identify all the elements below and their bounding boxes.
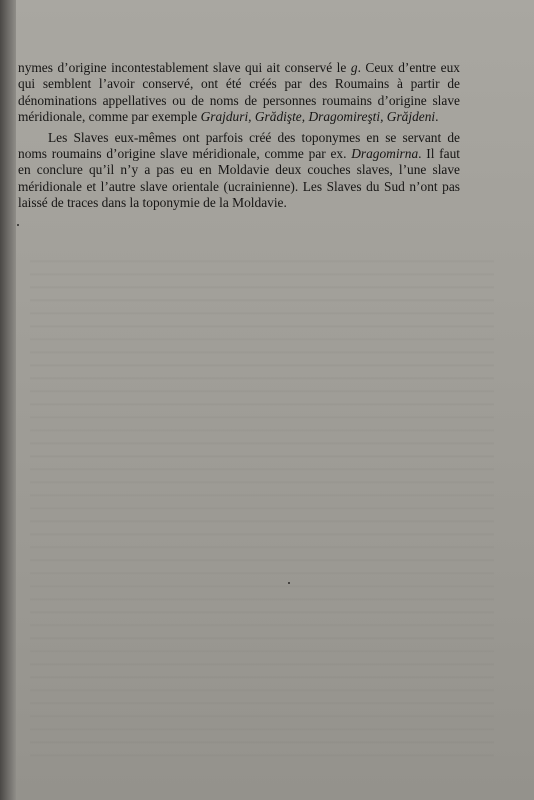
show-through-texture xyxy=(30,250,494,760)
ink-speck xyxy=(288,582,290,584)
example-toponyms: Grajduri, Grădişte, Dragomireşti, Grăjdeni xyxy=(200,109,436,125)
example-dragomirna: Dragomirna xyxy=(351,146,419,162)
binding-shadow xyxy=(0,0,16,800)
ink-speck xyxy=(17,224,19,226)
letter-g: g xyxy=(350,60,358,75)
paragraph-2: Les Slaves eux-mêmes ont parfois créé des toponymes en se servant de noms roumains d’origine slave méridionale, comme par ex. Dragomirna. Il faut en conclure qu’il n’y a pas eu en Moldavie deux couches slaves, l’une slave méridionale et l’autre slave orientale (ucrainienne). Les Slaves du Sud n’ont pas laissé de traces dans la toponymie de la Moldavie. xyxy=(18,129,461,211)
paragraph-1: nymes d’origine incontestablement slave qui ait conservé le g. Ceux d’entre eux qui semblent l’avoir conservé, ont été créés par des Roumains à partir de dénominations appellatives ou de noms de personnes roumains d’origine slave méridionale, comme par exemple Grajduri, Grădişte, Dragomireşti, Grăjdeni. xyxy=(18,60,460,125)
body-text xyxy=(18,60,460,212)
